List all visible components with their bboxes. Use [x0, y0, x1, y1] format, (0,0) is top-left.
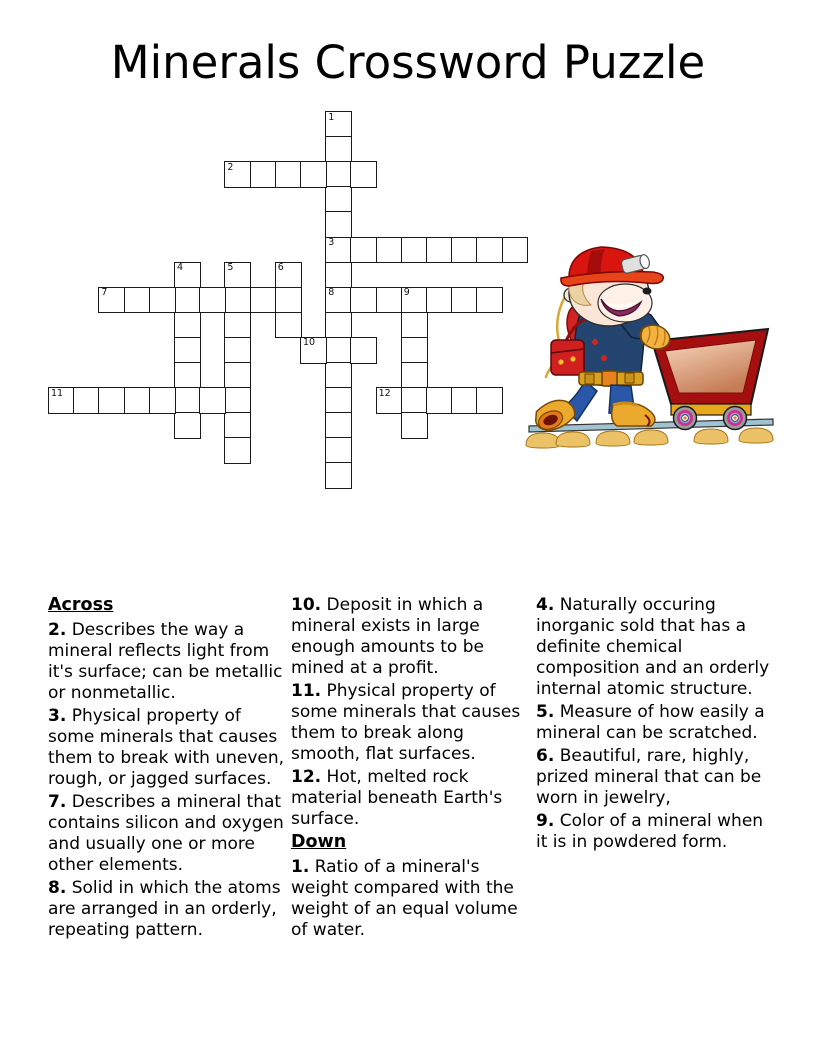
grid-cell[interactable] [376, 287, 403, 314]
clue-column-1 [48, 595, 286, 943]
grid-cell[interactable] [224, 262, 251, 289]
grid-cell[interactable] [224, 337, 251, 364]
cell-number: 9 [403, 287, 410, 299]
cell-number: 11 [51, 387, 64, 399]
grid-cell[interactable] [476, 287, 503, 314]
grid-cell[interactable] [476, 387, 503, 414]
grid-cell[interactable] [325, 111, 352, 138]
grid-cell[interactable] [451, 387, 478, 414]
clue-across-7: 7. Describes a mineral that contains silicon and oxygen and usually one or more other elements. [48, 792, 284, 875]
grid-cell[interactable] [199, 387, 226, 414]
grid-cell[interactable] [325, 136, 352, 163]
nose [643, 288, 652, 295]
grid-cell[interactable] [350, 237, 377, 264]
grid-cell[interactable] [325, 362, 352, 389]
satchel [551, 340, 584, 375]
grid-cell[interactable] [149, 287, 176, 314]
grid-cell[interactable] [73, 387, 100, 414]
grid-cell[interactable] [300, 161, 327, 188]
grid-cell[interactable] [149, 387, 176, 414]
grid-cell[interactable] [401, 287, 428, 314]
grid-cell[interactable] [48, 387, 75, 414]
grid-cell[interactable] [224, 287, 251, 314]
cell-number: 4 [177, 262, 184, 274]
mine-cart [652, 329, 768, 430]
grid-cell[interactable] [350, 337, 377, 364]
cell-number: 12 [378, 387, 391, 399]
grid-cell[interactable] [174, 312, 201, 339]
grid-cell[interactable] [174, 287, 201, 314]
grid-cell[interactable] [350, 287, 377, 314]
grid-cell[interactable] [401, 362, 428, 389]
grid-cell[interactable] [174, 412, 201, 439]
grid-cell[interactable] [275, 287, 302, 314]
grid-cell[interactable] [275, 262, 302, 289]
grid-cell[interactable] [401, 337, 428, 364]
cell-number: 8 [328, 287, 335, 299]
grid-cell[interactable] [325, 437, 352, 464]
clue-across-11: 11. Physical property of some minerals that causes them to break along smooth, flat surfaces. [291, 681, 521, 764]
cart-wheel-right [724, 407, 747, 430]
grid-cell[interactable] [376, 237, 403, 264]
grid-cell[interactable] [124, 287, 151, 314]
grid-cell[interactable] [325, 211, 352, 238]
grid-cell[interactable] [98, 387, 125, 414]
grid-cell[interactable] [174, 387, 201, 414]
grid-cell[interactable] [275, 312, 302, 339]
clue-down-9: 9. Color of a mineral when it is in powdered form. [536, 811, 764, 852]
grid-cell[interactable] [325, 412, 352, 439]
clue-down-6: 6. Beautiful, rare, highly, prized mineral that can be worn in jewelry, [536, 746, 762, 808]
grid-cell[interactable] [401, 237, 428, 264]
cell-number: 10 [303, 337, 316, 349]
heading-down: Down [291, 832, 347, 852]
helmet [561, 247, 663, 286]
clue-across-12: 12. Hot, melted rock material beneath Earth's surface. [291, 767, 503, 829]
grid-cell[interactable] [325, 387, 352, 414]
page-title: Minerals Crossword Puzzle [110, 36, 706, 89]
grid-cell[interactable] [224, 362, 251, 389]
belt-buckle [602, 371, 617, 386]
grid-cell[interactable] [224, 312, 251, 339]
grid-cell[interactable] [174, 337, 201, 364]
grid-cell[interactable] [300, 337, 327, 364]
grid-cell[interactable] [325, 262, 352, 289]
clue-across-8: 8. Solid in which the atoms are arranged in an orderly, repeating pattern. [48, 878, 281, 940]
crossword-grid [48, 111, 534, 491]
cell-number: 1 [328, 111, 335, 123]
clue-down-1: 1. Ratio of a mineral's weight compared with the weight of an equal volume of water. [291, 857, 518, 940]
grid-cell[interactable] [224, 387, 251, 414]
clue-across-10: 10. Deposit in which a mineral exists in large enough amounts to be mined at a profit. [291, 595, 484, 678]
grid-cell[interactable] [350, 161, 377, 188]
clue-across-2: 2. Describes the way a mineral reflects light from it's surface; can be metallic or nonmetallic. [48, 620, 283, 703]
grid-cell[interactable] [325, 312, 352, 339]
grid-cell[interactable] [401, 412, 428, 439]
cell-number: 6 [277, 262, 284, 274]
clue-column-2 [291, 595, 532, 943]
clue-down-5: 5. Measure of how easily a mineral can be scratched. [536, 702, 765, 743]
miner-illustration [525, 245, 775, 450]
grid-cell[interactable] [325, 237, 352, 264]
miner-character [531, 247, 673, 435]
cell-number: 5 [227, 262, 234, 274]
grid-cell[interactable] [401, 312, 428, 339]
cell-number: 2 [227, 161, 234, 173]
grid-cell[interactable] [325, 161, 352, 188]
grid-cell[interactable] [426, 287, 453, 314]
cell-number: 7 [101, 287, 108, 299]
grid-cell[interactable] [401, 387, 428, 414]
clue-across-3: 3. Physical property of some minerals that causes them to break with uneven, rough, or jagged surfaces. [48, 706, 285, 789]
grid-cell[interactable] [325, 337, 352, 364]
cell-number: 3 [328, 237, 335, 248]
grid-cell[interactable] [451, 287, 478, 314]
grid-cell[interactable] [199, 287, 226, 314]
heading-across: Across [48, 595, 114, 615]
grid-cell[interactable] [174, 262, 201, 289]
grid-cell[interactable] [224, 161, 251, 188]
cart-wheel-left [674, 407, 697, 430]
grid-cell[interactable] [275, 161, 302, 188]
grid-cell[interactable] [250, 287, 277, 314]
grid-cell[interactable] [174, 362, 201, 389]
grid-cell[interactable] [224, 437, 251, 464]
grid-cell[interactable] [325, 462, 352, 489]
grid-cell[interactable] [224, 412, 251, 439]
grid-cell[interactable] [426, 237, 453, 264]
grid-cell[interactable] [124, 387, 151, 414]
grid-cell[interactable] [325, 186, 352, 213]
grid-cell[interactable] [98, 287, 125, 314]
grid-cell[interactable] [426, 387, 453, 414]
grid-cell[interactable] [476, 237, 503, 264]
grid-cell[interactable] [325, 287, 352, 314]
grid-cell[interactable] [250, 161, 277, 188]
clue-column-3 [536, 595, 774, 855]
clue-down-4: 4. Naturally occuring inorganic sold that has a definite chemical composition and an orderly internal atomic structure. [536, 595, 770, 699]
grid-cell[interactable] [376, 387, 403, 414]
grid-cell[interactable] [451, 237, 478, 264]
